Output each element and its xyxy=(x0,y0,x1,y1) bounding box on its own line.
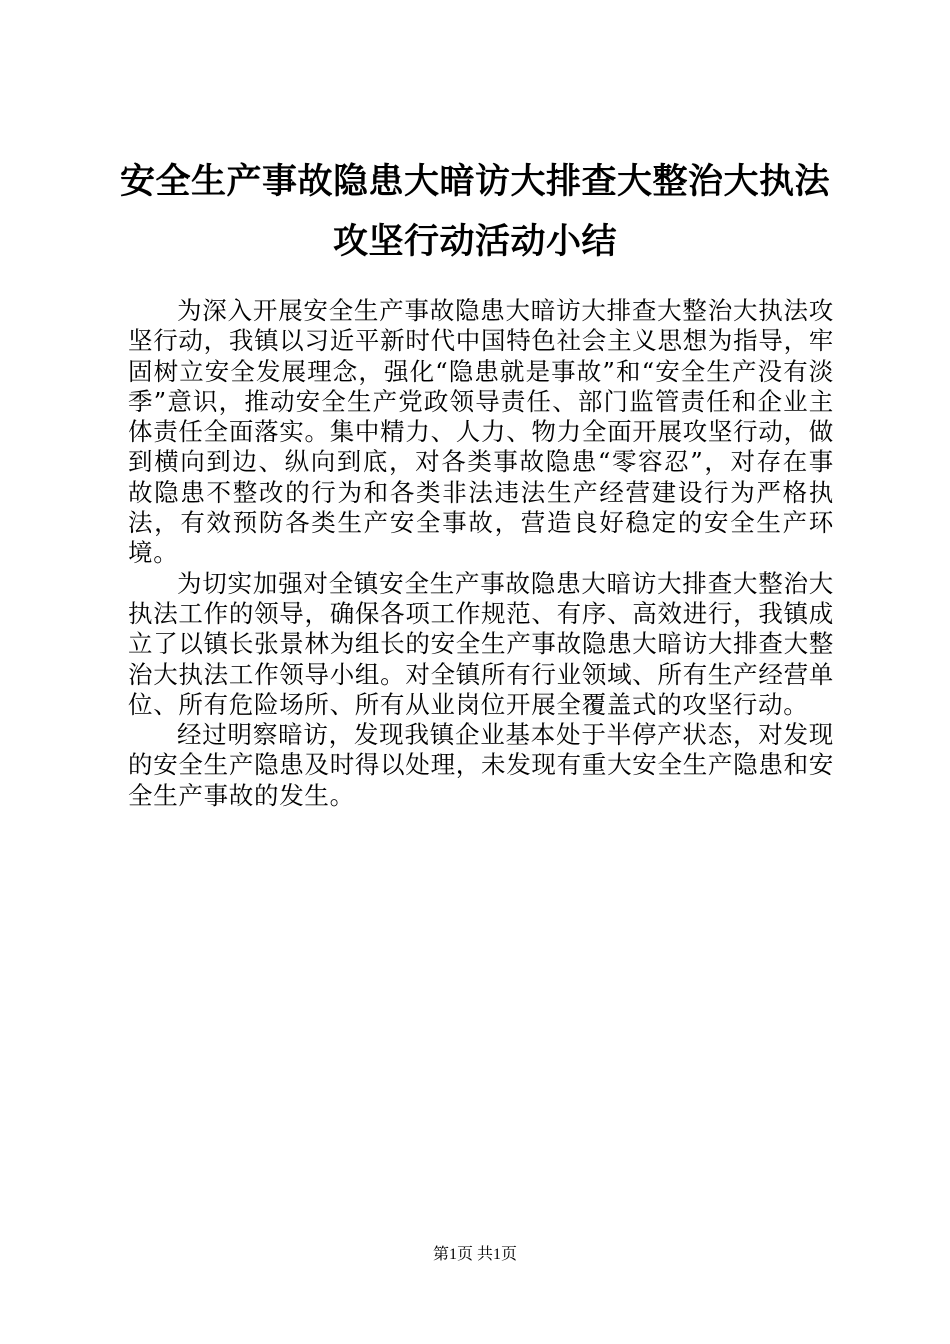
paragraph-2: 为切实加强对全镇安全生产事故隐患大暗访大排查大整治大执法工作的领导，确保各项工作规范、有序、高效进行，我镇成立了以镇长张景林为组长的安全生产事故隐患大暗访大排查大整治大执法工作领导小组。对全镇所有行业领域、所有生产经营单位、所有危险场所、所有从业岗位开展全覆盖式的攻坚行动。 xyxy=(128,568,834,719)
paragraph-3: 经过明察暗访，发现我镇企业基本处于半停产状态，对发现的安全生产隐患及时得以处理，未发现有重大安全生产隐患和安全生产事故的发生。 xyxy=(128,720,834,810)
document-title-line-1: 安全生产事故隐患大暗访大排查大整治大执法 xyxy=(119,162,830,202)
paragraph-1: 为深入开展安全生产事故隐患大暗访大排查大整治大执法攻坚行动，我镇以习近平新时代中国特色社会主义思想为指导，牢固树立安全发展理念，强化“隐患就是事故”和“安全生产没有淡季”意识，推动安全生产党政领导责任、部门监管责任和企业主体责任全面落实。集中精力、人力、物力全面开展攻坚行动，做到横向到边、纵向到底，对各类事故隐患“零容忍”，对存在事故隐患不整改的行为和各类非法违法生产经营建设行为严格执法，有效预防各类生产安全事故，营造良好稳定的安全生产环境。 xyxy=(128,296,834,568)
page-footer: 第1页 共1页 xyxy=(432,1246,517,1263)
document-title-line-2: 攻坚行动活动小结 xyxy=(332,222,617,262)
document-body xyxy=(128,296,834,811)
